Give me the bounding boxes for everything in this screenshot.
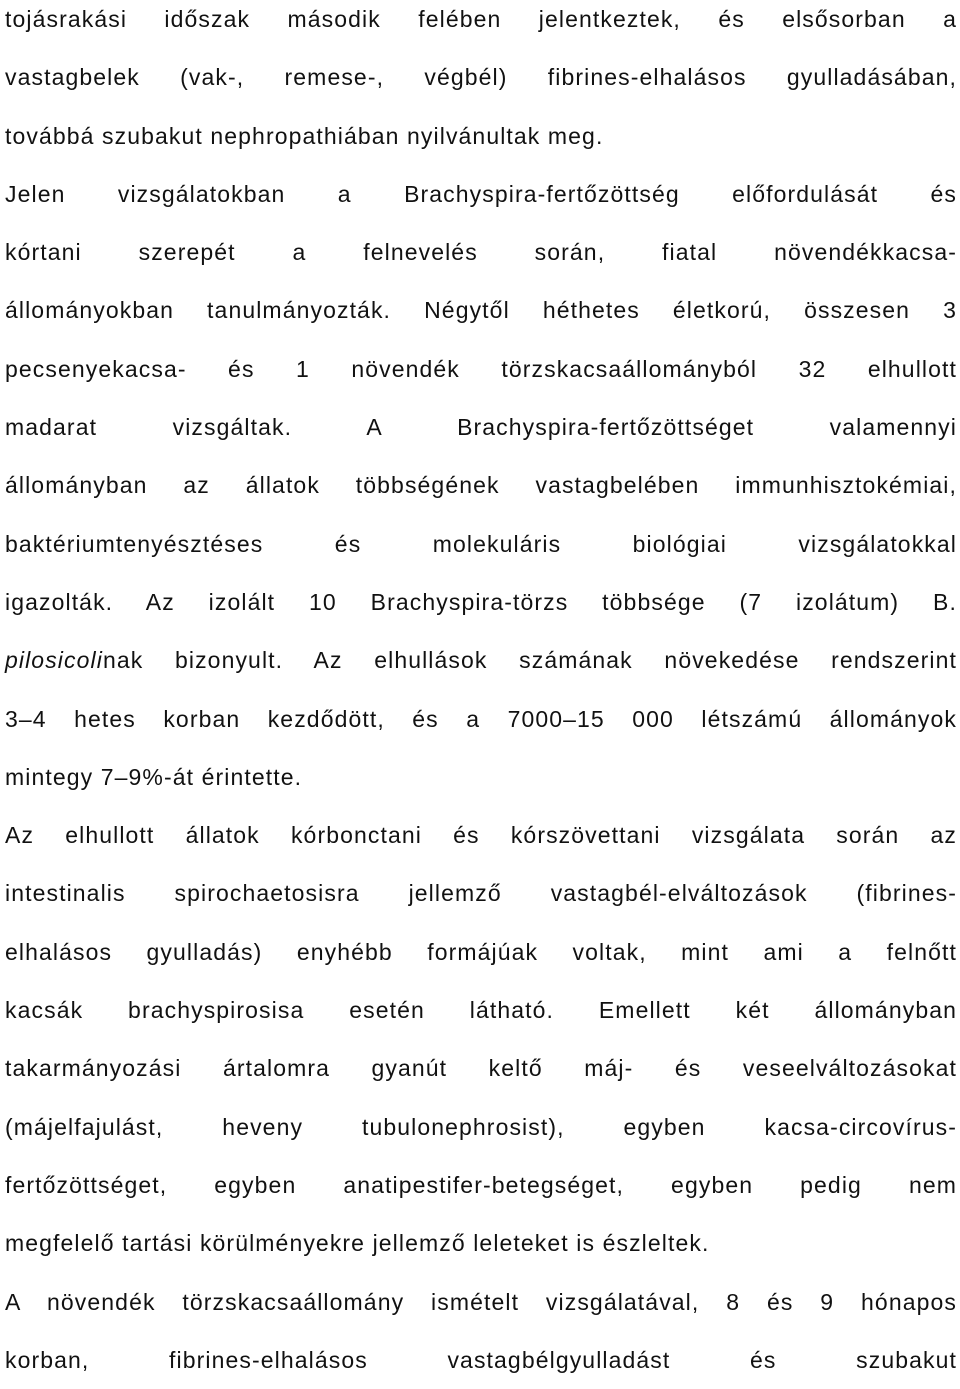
text-line: kacsák brachyspirosisa esetén látható. Emellett két állományban xyxy=(5,997,957,1024)
text-line: Az elhullott állatok kórbonctani és kórszövettani vizsgálata során az xyxy=(5,822,957,849)
text-line: Jelen vizsgálatokban a Brachyspira-fertőzöttség előfordulását és xyxy=(5,180,957,207)
text-line: fertőzöttséget, egyben anatipestifer-betegséget, egyben pedig nem xyxy=(5,1171,957,1198)
text-line: 3–4 hetes korban kezdődött, és a 7000–15 000 létszámú állományok xyxy=(5,705,957,732)
text-line: baktériumtenyésztéses és molekuláris biológiai vizsgálatokkal xyxy=(5,530,957,557)
text-line xyxy=(5,631,957,689)
document-page xyxy=(5,0,957,1389)
text-line: intestinalis spirochaetosisra jellemző vastagbél-elváltozások (fibrines- xyxy=(5,880,957,907)
text-line: (májelfajulást, heveny tubulonephrosist), egyben kacsa-circovírus- xyxy=(5,1113,957,1140)
text-line: madarat vizsgáltak. A Brachyspira-fertőzöttséget valamennyi xyxy=(5,414,957,441)
text-line: korban, fibrines-elhalásos vastagbélgyulladást és szubakut xyxy=(5,1346,957,1373)
text-line: A növendék törzskacsaállomány ismételt vizsgálatával, 8 és 9 hónapos xyxy=(5,1288,957,1315)
text-line: megfelelő tartási körülményekre jellemző leleteket is észleltek. xyxy=(5,1230,710,1257)
text-line: vastagbelek (vak-, remese-, végbél) fibrines-elhalásos gyulladásában, xyxy=(5,64,957,91)
text-line: takarmányozási ártalomra gyanút keltő máj- és veseelváltozásokat xyxy=(5,1055,957,1082)
text-line: állományokban tanulmányozták. Négytől héthetes életkorú, összesen 3 xyxy=(5,297,957,324)
paragraph-1 xyxy=(5,0,957,165)
paragraph-2 xyxy=(5,165,957,806)
text-line: mintegy 7–9%-át érintette. xyxy=(5,763,303,790)
text-line: állományban az állatok többségének vastagbelében immunhisztokémiai, xyxy=(5,472,957,499)
text-line: tojásrakási időszak második felében jelentkeztek, és elsősorban a xyxy=(5,6,957,32)
text-line: pecsenyekacsa- és 1 növendék törzskacsaállományból 32 elhullott xyxy=(5,355,957,382)
text-line: elhalásos gyulladás) enyhébb formájúak voltak, mint ami a felnőtt xyxy=(5,938,957,965)
text-line: kórtani szerepét a felnevelés során, fiatal növendékkacsa- xyxy=(5,239,957,266)
text-line-rest: nak bizonyult. Az elhullások számának növekedése rendszerint xyxy=(102,647,957,674)
paragraph-3 xyxy=(5,806,957,1272)
text-line: továbbá szubakut nephropathiában nyilvánultak meg. xyxy=(5,122,604,149)
text-line: igazolták. Az izolált 10 Brachyspira-törzs többsége (7 izolátum) B. xyxy=(5,588,957,615)
paragraph-4 xyxy=(5,1273,957,1389)
species-name-italic: pilosicoli xyxy=(5,647,103,674)
